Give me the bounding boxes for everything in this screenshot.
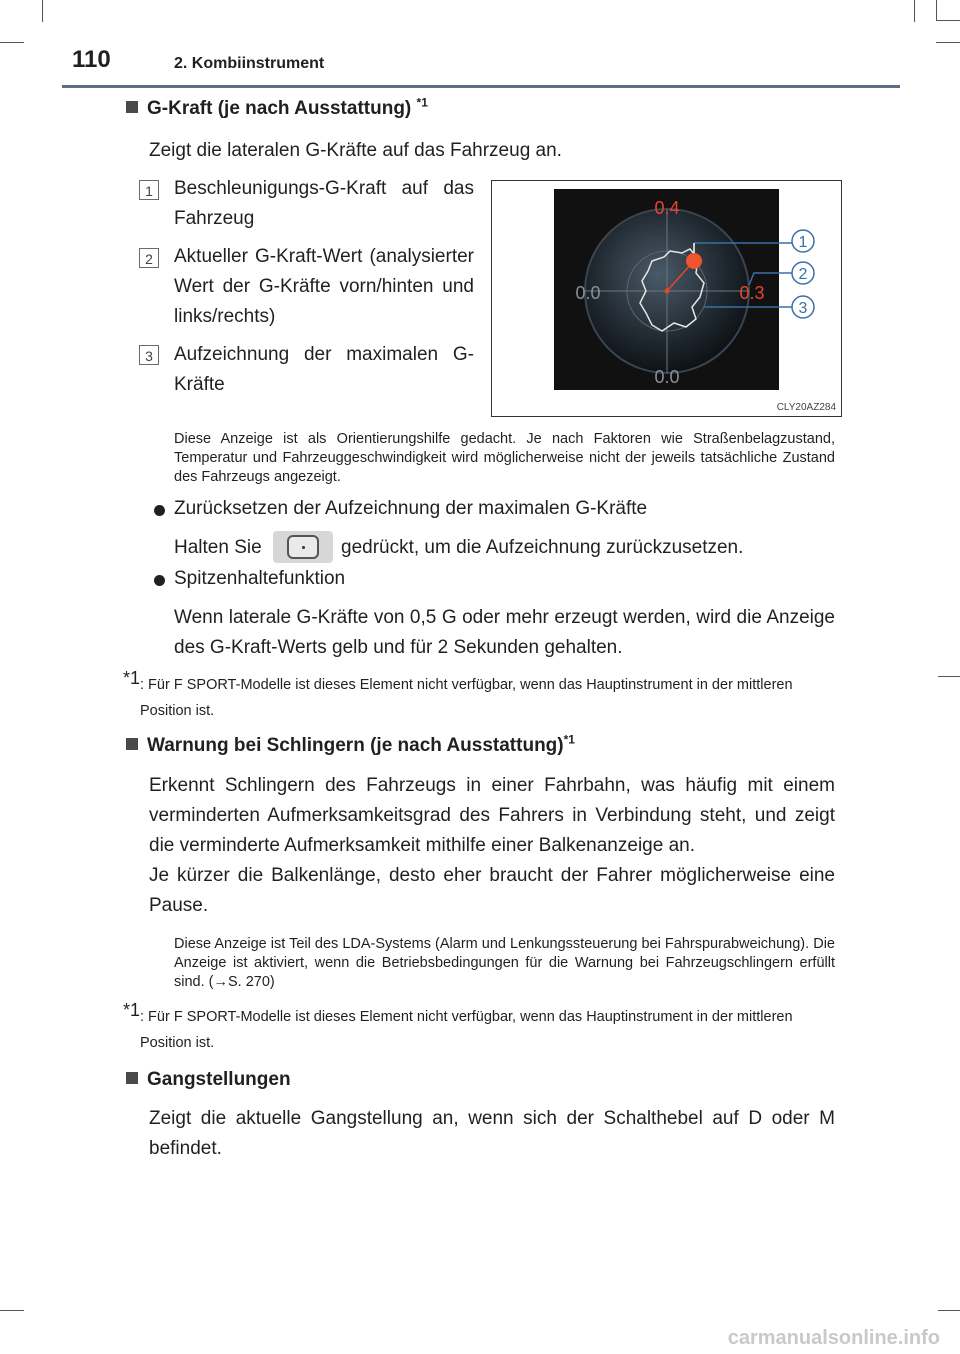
crop-mark bbox=[938, 1310, 960, 1311]
square-bullet-icon bbox=[126, 1072, 138, 1084]
gforce-ball-icon bbox=[686, 253, 702, 269]
footnote-mark: *1 bbox=[123, 668, 141, 688]
bullet2-text: Wenn laterale G-Kräfte von 0,5 G oder mehr erzeugt werden, wird die Anzeige des G-Kraft-Werts gelb und für 2 Sekunden gehalten. bbox=[174, 607, 835, 658]
section-heading-gforce bbox=[126, 95, 428, 120]
crop-mark bbox=[0, 1310, 24, 1311]
bullet-icon bbox=[154, 505, 165, 516]
item-number-1: 1 bbox=[139, 180, 159, 200]
watermark: carmanualsonline.info bbox=[727, 1327, 940, 1349]
figure-code: CLY20AZ284 bbox=[776, 402, 836, 413]
square-bullet-icon bbox=[126, 101, 138, 113]
chapter-title: 2. Kombiinstrument bbox=[174, 55, 325, 72]
square-bullet-icon bbox=[126, 738, 138, 750]
crop-mark bbox=[0, 42, 24, 43]
value-left: 0.0 bbox=[575, 283, 601, 303]
item-number-3: 3 bbox=[139, 345, 159, 365]
heading-text: G-Kraft (je nach Ausstattung) bbox=[147, 98, 417, 119]
section-heading-sway bbox=[126, 732, 575, 757]
footnote-ref: *1 bbox=[563, 732, 575, 747]
value-right: 0.3 bbox=[739, 283, 765, 303]
callout-label-2: 2 bbox=[798, 266, 808, 283]
bullet-icon bbox=[154, 575, 165, 586]
bullet2-title: Spitzenhaltefunktion bbox=[174, 568, 346, 589]
bullet1-title: Zurücksetzen der Aufzeichnung der maximalen G-Kräfte bbox=[174, 498, 648, 519]
callout-label-1: 1 bbox=[798, 234, 808, 251]
sway-paragraph-1: Erkennt Schlingern des Fahrzeugs in einer Fahrbahn, was häufig mit einem verminderten Aufmerksamkeitsgrad des Fahrers in Verbindung steht, und zeigt die verminderte Aufmerksamkeit mithilfe einer Balkenanzeige an. bbox=[149, 775, 835, 856]
heading-text: Gangstellungen bbox=[147, 1069, 291, 1090]
crop-mark bbox=[42, 0, 43, 22]
gforce-illustration bbox=[492, 181, 841, 416]
center-dot bbox=[665, 289, 670, 294]
bullet1-text-pre: Halten Sie bbox=[174, 537, 262, 558]
reset-button-icon bbox=[273, 531, 333, 563]
crop-mark bbox=[936, 20, 960, 21]
footnote-1: : Für F SPORT-Modelle ist dieses Element nicht verfügbar, wenn das Hauptinstrument in der mittleren Position ist. bbox=[140, 677, 793, 719]
value-top: 0.4 bbox=[654, 198, 680, 218]
footnote-ref: *1 bbox=[416, 95, 428, 110]
header-divider bbox=[62, 85, 900, 88]
gforce-display-figure bbox=[491, 180, 842, 417]
item-text-3: Aufzeichnung der maximalen G-Kräfte bbox=[174, 344, 474, 395]
crop-mark bbox=[938, 676, 960, 677]
value-bottom: 0.0 bbox=[654, 367, 680, 387]
item-text-1: Beschleunigungs-G-Kraft auf das Fahrzeug bbox=[174, 178, 474, 229]
page-number: 110 bbox=[72, 46, 111, 73]
footnote-2: : Für F SPORT-Modelle ist dieses Element nicht verfügbar, wenn das Hauptinstrument in der mittleren Position ist. bbox=[140, 1009, 793, 1051]
gforce-note: Diese Anzeige ist als Orientierungshilfe gedacht. Je nach Faktoren wie Straßenbelagzustand, Temperatur und Fahrzeuggeschwindigkeit wird möglicherweise nicht der jeweils tatsächliche Zustand des Fahrzeugs angezeigt. bbox=[174, 431, 835, 485]
section-heading-gear bbox=[126, 1069, 291, 1091]
gforce-intro: Zeigt die lateralen G-Kräfte auf das Fahrzeug an. bbox=[149, 140, 562, 161]
sway-note: Diese Anzeige ist Teil des LDA-Systems (Alarm und Lenkungssteuerung bei Fahrspurabweichung). Die Anzeige ist aktiviert, wenn die Betriebsbedingungen für die Warnung bei Fahrzeugschlingern erfüllt sind. (→S. 270) bbox=[174, 936, 835, 990]
crop-mark bbox=[936, 0, 937, 20]
item-number-2: 2 bbox=[139, 248, 159, 268]
item-text-2: Aktueller G-Kraft-Wert (analysierter Wert der G-Kräfte vorn/hinten und links/rechts) bbox=[174, 246, 474, 327]
heading-text: Warnung bei Schlingern (je nach Ausstattung) bbox=[147, 735, 564, 756]
gear-text: Zeigt die aktuelle Gangstellung an, wenn sich der Schalthebel auf D oder M befindet. bbox=[149, 1108, 835, 1159]
footnote-mark: *1 bbox=[123, 1000, 141, 1020]
sway-paragraph-2: Je kürzer die Balkenlänge, desto eher braucht der Fahrer möglicherweise eine Pause. bbox=[149, 865, 835, 916]
bullet1-text-post: gedrückt, um die Aufzeichnung zurückzusetzen. bbox=[341, 537, 744, 558]
crop-mark bbox=[914, 0, 915, 22]
callout-label-3: 3 bbox=[798, 300, 808, 317]
crop-mark bbox=[936, 42, 960, 43]
